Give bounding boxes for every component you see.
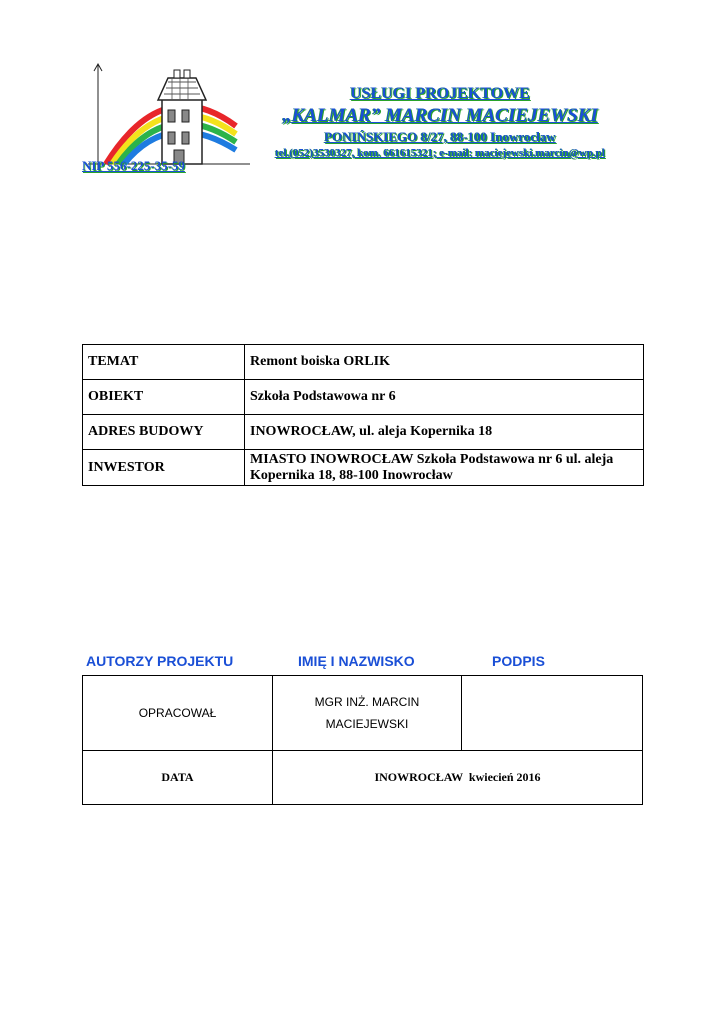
info-label: ADRES BUDOWY (83, 415, 245, 450)
date-value: INOWROCŁAW kwiecień 2016 (273, 751, 643, 805)
info-value: INOWROCŁAW, ul. aleja Kopernika 18 (245, 415, 644, 450)
info-label: TEMAT (83, 345, 245, 380)
header-services: USŁUGI PROJEKTOWE (350, 85, 530, 102)
header-contact: tel.(052)3530327, kom. 661615321; e-mail: maciejewski.marcin@wp.pl (275, 147, 605, 159)
table-row (83, 676, 643, 751)
info-label: OBIEKT (83, 380, 245, 415)
header-company-name: „KALMAR” MARCIN MACIEJEWSKI (282, 105, 598, 126)
author-name (273, 676, 462, 751)
info-value: Szkoła Podstawowa nr 6 (245, 380, 644, 415)
header-address: PONIŃSKIEGO 8/27, 88-100 Inowrocław (324, 129, 556, 144)
date-label: DATA (83, 751, 273, 805)
project-info-table (82, 344, 644, 486)
author-signature (462, 676, 643, 751)
authors-header-signature: PODPIS (492, 653, 545, 669)
table-row (83, 751, 643, 805)
table-row (83, 450, 644, 486)
table-row (83, 415, 644, 450)
authors-header-role: AUTORZY PROJEKTU (86, 653, 234, 669)
company-letterhead (200, 84, 680, 161)
author-name-line2: MACIEJEWSKI (325, 717, 409, 731)
info-value: Remont boiska ORLIK (245, 345, 644, 380)
author-name-line1: MGR INŻ. MARCIN (314, 695, 420, 709)
info-label: INWESTOR (83, 450, 245, 486)
header-nip: NIP 556-225-35-59 (82, 158, 185, 173)
authors-header-name: IMIĘ I NAZWISKO (298, 653, 415, 669)
table-row (83, 380, 644, 415)
info-value: MIASTO INOWROCŁAW Szkoła Podstawowa nr 6 ul. aleja Kopernika 18, 88-100 Inowrocław (245, 450, 644, 486)
table-row (83, 345, 644, 380)
authors-table (82, 675, 643, 805)
author-role: OPRACOWAŁ (83, 676, 273, 751)
